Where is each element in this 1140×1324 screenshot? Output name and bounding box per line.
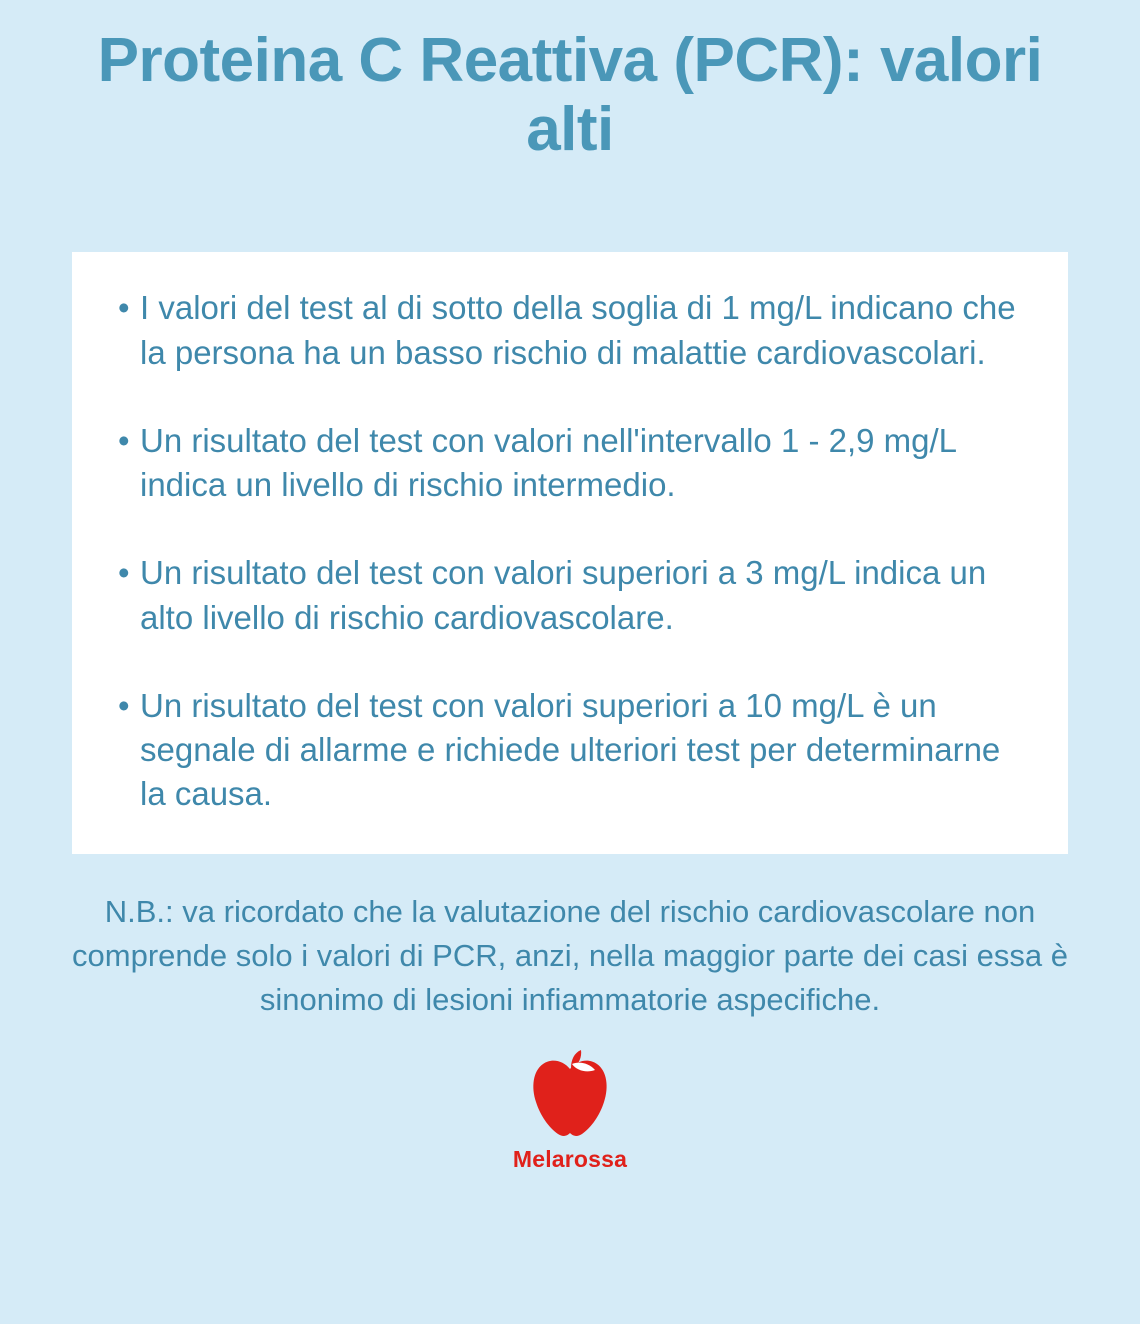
list-item <box>112 286 1028 374</box>
bullet-marker-icon: • <box>118 421 130 459</box>
list-item-text: Un risultato del test con valori superiori a 3 mg/L indica un alto livello di rischio cardiovascolare. <box>140 554 987 636</box>
brand-block <box>513 1050 627 1173</box>
bullet-marker-icon: • <box>118 554 130 592</box>
list-item <box>112 551 1028 639</box>
list-item <box>112 419 1028 507</box>
bullet-marker-icon: • <box>118 289 130 327</box>
note-text: N.B.: va ricordato che la valutazione del rischio cardiovascolare non comprende solo i valori di PCR, anzi, nella maggior parte dei casi essa è sinonimo di lesioni infiammatorie aspecifiche. <box>72 894 1068 1018</box>
page-title: Proteina C Reattiva (PCR): valori alti <box>97 26 1043 165</box>
apple-logo-icon <box>527 1050 613 1142</box>
list-item-text: I valori del test al di sotto della soglia di 1 mg/L indicano che la persona ha un basso rischio di malattie cardiovascolari. <box>140 289 1016 371</box>
list-item-text: Un risultato del test con valori superiori a 10 mg/L è un segnale di allarme e richiede ulteriori test per determinarne la causa. <box>140 686 1001 813</box>
brand-name: Melarossa <box>512 1146 628 1173</box>
bullet-list <box>112 286 1028 816</box>
list-item <box>112 684 1028 817</box>
content-card <box>72 252 1068 854</box>
list-item-text: Un risultato del test con valori nell'intervallo 1 - 2,9 mg/L indica un livello di rischio intermedio. <box>140 421 956 504</box>
bullet-marker-icon: • <box>118 686 130 724</box>
